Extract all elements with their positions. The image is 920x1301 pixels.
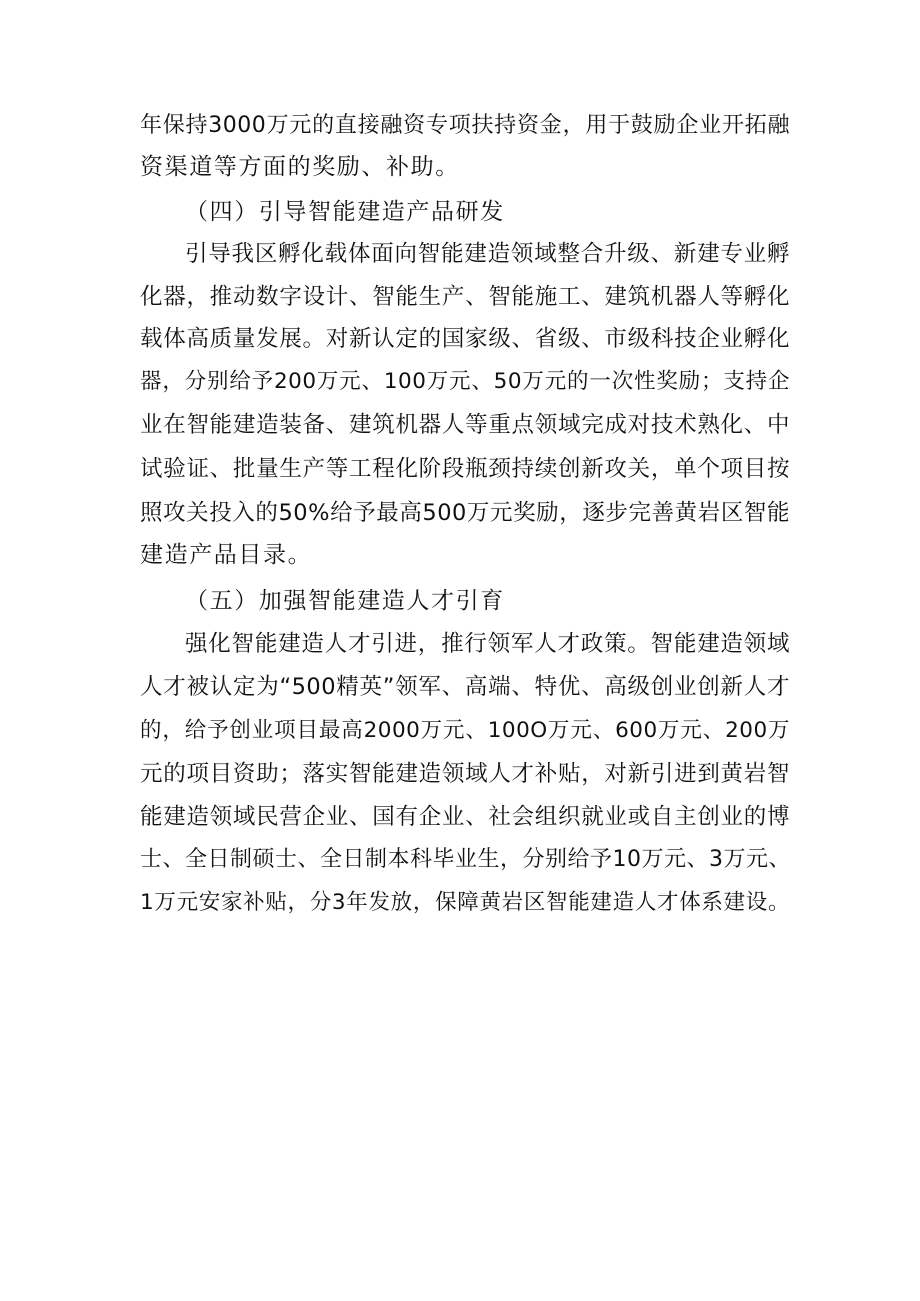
text-line: 引导我区孵化载体面向智能建造领域整合升级、新建专业孵	[185, 241, 790, 267]
text-line: 建造产品目录。	[140, 542, 313, 568]
text-line: 能建造领域民营企业、国有企业、社会组织就业或自主创业的博	[140, 804, 790, 830]
text-line: 人才被认定为“500精英”领军、高端、特优、高级创业创新人才	[140, 674, 790, 700]
text-line: 试验证、批量生产等工程化阶段瓶颈持续创新攻关，单个项目按	[140, 456, 790, 482]
text-line: 照攻关投入的50%给予最高500万元奖励，逐步完善黄岩区智能	[140, 500, 790, 526]
text-line: 载体高质量发展。对新认定的国家级、省级、市级科技企业孵化	[140, 326, 790, 352]
text-line: 化器，推动数字设计、智能生产、智能施工、建筑机器人等孵化	[140, 284, 790, 310]
text-line: 年保持3000万元的直接融资专项扶持资金，用于鼓励企业开拓融	[140, 113, 790, 138]
text-line: 1万元安家补贴，分3年发放，保障黄岩区智能建造人才体系建设。	[140, 890, 790, 915]
text-line: 元的项目资助；落实智能建造领域人才补贴，对新引进到黄岩智	[140, 761, 790, 787]
text-line: 业在智能建造装备、建筑机器人等重点领域完成对技术熟化、中	[140, 412, 790, 438]
section-heading-4: （四）引导智能建造产品研发	[185, 199, 505, 225]
text-line: 士、全日制硕士、全日制本科毕业生，分别给予10万元、3万元、	[140, 847, 791, 872]
text-line: 资渠道等方面的奖励、补助。	[140, 154, 460, 180]
text-line: 器，分别给予200万元、100万元、50万元的一次性奖励；支持企	[140, 369, 790, 394]
text-line: 强化智能建造人才引进，推行领军人才政策。智能建造领域	[185, 631, 790, 657]
section-heading-5: （五）加强智能建造人才引育	[185, 588, 505, 614]
text-line: 的，给予创业项目最高2000万元、100O万元、600万元、200万	[140, 718, 790, 743]
